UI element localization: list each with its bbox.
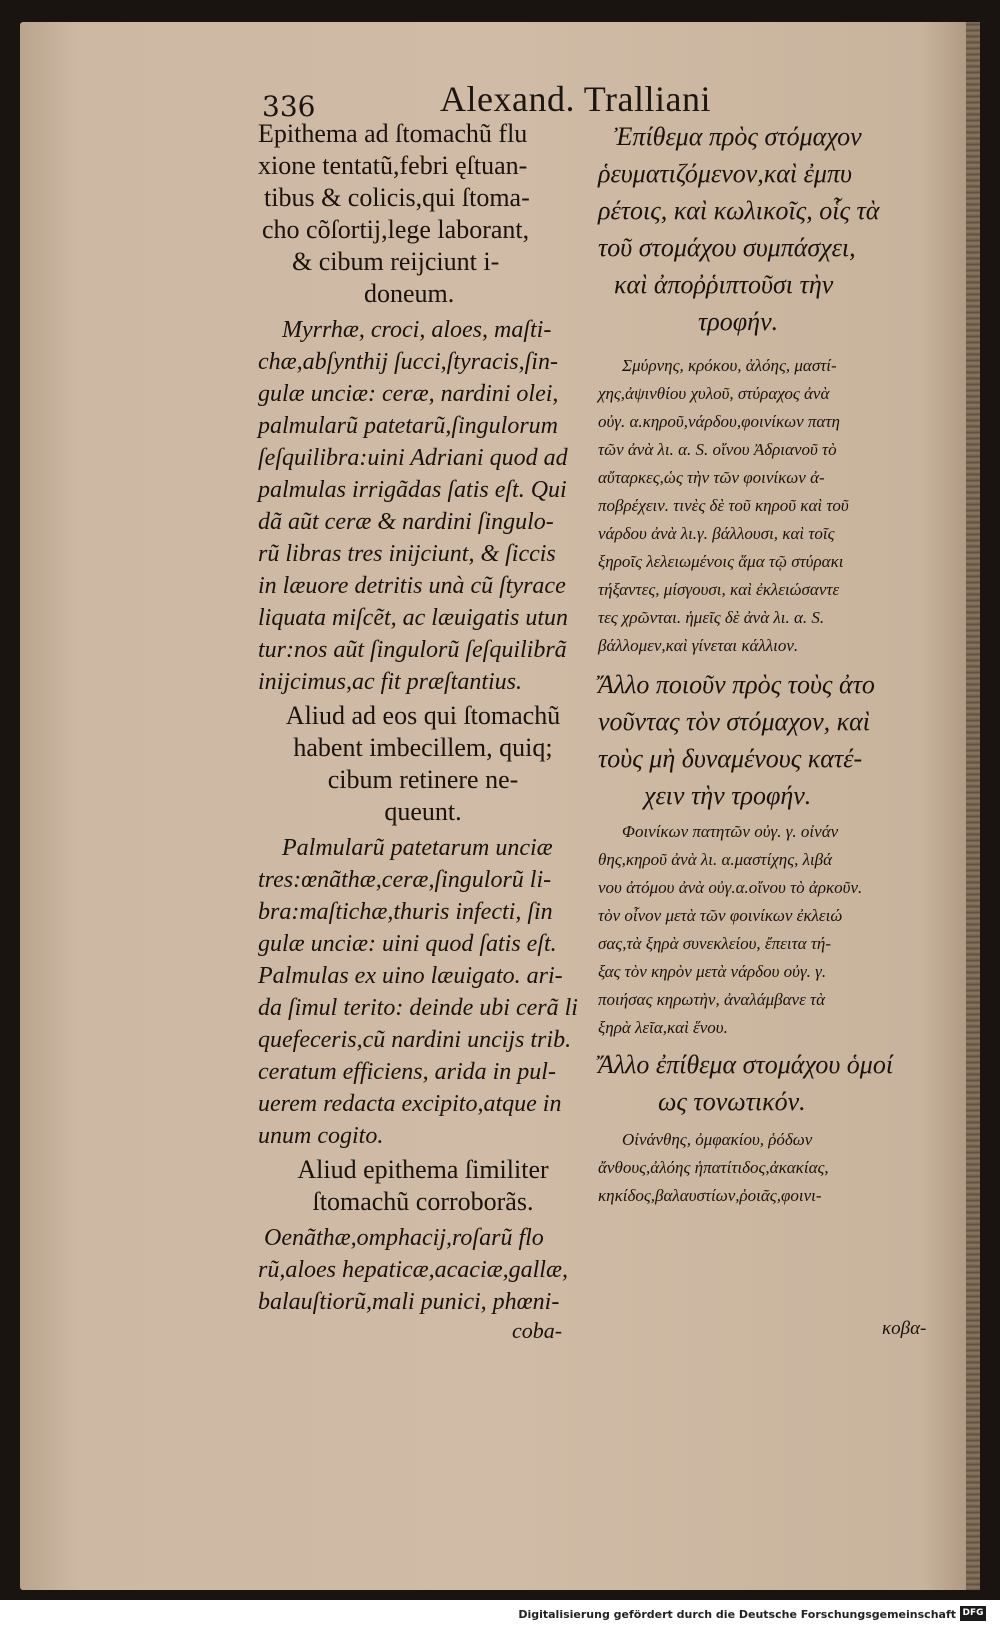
latin-recipe-1 (258, 314, 588, 698)
running-title: Alexand. Tralliani (440, 79, 711, 119)
text-line: αὔταρκες,ὡς τὴν τῶν φοινίκων ἀ- (598, 468, 825, 487)
text-line: ceratum efficiens, arida in pul- (258, 1059, 556, 1085)
text-line: uerem redacta excipito,atque in (258, 1091, 562, 1117)
text-line: ξηρὰ λεῖα,καὶ ἕνου. (598, 1018, 728, 1037)
text-line: Σμύρνης, κρόκου, ἀλόης, μαστί- (622, 356, 837, 375)
text-line: νου ἀτόμου ἀνὰ οὐγ.α.οἴνου τὸ ἀρκοῦν. (598, 878, 863, 897)
text-line: bra:maſtichæ,thuris infecti, ſin (258, 899, 553, 925)
text-line: & cibum reijciunt i- (292, 247, 500, 276)
text-line: Epithema ad ſtomachũ flu (258, 119, 528, 148)
text-line: chæ,abſynthij ſucci,ſtyracis,ſin- (258, 349, 558, 375)
text-line: βάλλομεν,καὶ γίνεται κάλλιον. (598, 636, 799, 655)
text-line: Aliud epithema ſimiliter (297, 1155, 549, 1184)
text-line: ξηροῖς λελειωμένοις ἅμα τῷ στύρακι (598, 552, 844, 571)
text-line: dã aũt ceræ & nardini ſingulo- (258, 509, 554, 535)
dfg-logo: DFG (960, 1606, 986, 1621)
text-line: liquata miſcẽt, ac læuigatis utun (258, 605, 568, 631)
text-line: tibus & colicis,qui ſtoma- (264, 183, 530, 212)
text-line: Φοινίκων πατητῶν οὐγ. γ. οἰνάν (622, 822, 839, 841)
latin-heading-1 (258, 118, 588, 310)
text-line: unum cogito. (258, 1123, 384, 1149)
latin-recipe-2 (258, 832, 588, 1152)
greek-heading-2 (598, 666, 938, 814)
text-line: ſtomachũ corroborãs. (312, 1187, 534, 1216)
text-line: balauſtiorũ,mali punici, phœni- (258, 1289, 560, 1315)
text-line: χης,ἀψινθίου χυλοῦ, στύραχος ἀνὰ (598, 384, 830, 403)
greek-column (598, 118, 938, 1210)
text-line: ſeſquilibra:uini Adriani quod ad (258, 445, 568, 471)
text-line: Palmularũ patetarum unciæ (282, 835, 553, 861)
text-line: tres:œnãthæ,ceræ,ſingulorũ li- (258, 867, 552, 893)
text-line: da ſimul terito: deinde ubi cerã li (258, 995, 578, 1021)
text-line: Ἄλλο ἐπίθεμα στομάχου ὁμοί (598, 1050, 894, 1079)
text-line: Ἐπίθεμα πρὸς στόμαχον (614, 122, 862, 151)
greek-heading-3 (598, 1046, 938, 1120)
text-line: ρέτοις, καὶ κωλικοῖς, οἷς τὰ (598, 196, 880, 225)
text-line: τροφήν. (698, 307, 779, 336)
funding-credit: Digitalisierung gefördert durch die Deutsche Forschungsgemeinschaft (518, 1608, 956, 1621)
text-line: χειν τὴν τροφήν. (644, 781, 812, 810)
text-line: Palmulas ex uino læuigato. ari- (258, 963, 563, 989)
page-header (262, 78, 742, 122)
text-line: palmulas irrigãdas ſatis eſt. Qui (258, 477, 567, 503)
text-line: queunt. (384, 797, 462, 826)
text-line: inijcimus,ac fit præſtantius. (258, 669, 523, 695)
text-line: τήξαντες, μίσγουσι, καὶ ἐκλειώσαντε (598, 580, 840, 599)
text-line: quefeceris,cũ nardini uncijs trib. (258, 1027, 572, 1053)
text-line: τοῦ στομάχου συμπάσχει, (598, 233, 856, 262)
text-line: habent imbecillem, quiq; (293, 733, 553, 762)
latin-catchword: coba- (512, 1318, 563, 1343)
page-number: 336 (262, 90, 316, 123)
text-line: ξας τὸν κηρὸν μετὰ νάρδου οὐγ. γ. (598, 962, 827, 981)
text-line: in læuore detritis unà cũ ſtyrace (258, 573, 566, 599)
text-line: καὶ ἀποῤῥιπτοῦσι τὴν (614, 270, 834, 299)
text-line: rũ libras tres inijciunt, & ſiccis (258, 541, 556, 567)
text-line: οὐγ. α.κηροῦ,νάρδου,φοινίκων πατη (598, 412, 840, 431)
greek-recipe-2 (598, 818, 938, 1042)
text-line: Myrrhæ, croci, aloes, maſti- (282, 317, 552, 343)
text-line: tur:nos aũt ſingulorũ ſeſquilibrã (258, 637, 567, 663)
text-line: doneum. (364, 279, 455, 308)
text-line: ῥευματιζόμενον,καὶ ἐμπυ (598, 159, 852, 188)
text-line: τὸν οἶνον μετὰ τῶν φοινίκων ἐκλειώ (598, 906, 843, 925)
greek-catchword: κοβα- (882, 1318, 927, 1339)
text-line: κηκίδος,βαλαυστίων,ῥοιᾶς,φοινι- (598, 1186, 822, 1205)
text-line: τῶν ἀνὰ λι. α. S. οἴνου Ἀδριανοῦ τὸ (598, 440, 837, 459)
latin-heading-3 (258, 1154, 588, 1218)
text-line: νοῦντας τὸν στόμαχον, καὶ (598, 707, 870, 736)
latin-recipe-3 (258, 1222, 588, 1318)
text-line: Oenãthæ,omphacij,roſarũ flo (264, 1225, 544, 1251)
text-line: Ἄλλο ποιοῦν πρὸς τοὺς ἀτο (598, 670, 875, 699)
greek-recipe-3 (598, 1126, 938, 1210)
footer-bar (0, 1600, 1000, 1628)
text-line: σας,τὰ ξηρὰ συνεκλείου, ἔπειτα τή- (598, 934, 832, 953)
text-line: gulæ unciæ: uini quod ſatis eſt. (258, 931, 557, 957)
text-line: ποβρέχειν. τινὲς δὲ τοῦ κηροῦ καὶ τοῦ (598, 496, 849, 515)
text-line: xione tentatũ,febri ęſtuan- (258, 151, 528, 180)
text-line: palmularũ patetarũ,ſingulorum (258, 413, 559, 439)
text-line: ἄνθους,ἀλόης ἡπατίτιδος,ἀκακίας, (598, 1158, 829, 1177)
text-line: cho cõſortij,lege laborant, (262, 215, 530, 244)
page-edge (966, 22, 980, 1590)
greek-recipe-1 (598, 352, 938, 660)
text-line: Οἰνάνθης, ὀμφακίου, ῥόδων (622, 1130, 813, 1149)
text-line: cibum retinere ne- (327, 765, 519, 794)
text-line: θης,κηροῦ ἀνὰ λι. α.μαστίχης, λιβά (598, 850, 833, 869)
text-line: τες χρῶνται. ἡμεῖς δὲ ἀνὰ λι. α. S. (598, 608, 825, 627)
text-line: ως τονωτικόν. (658, 1087, 806, 1116)
greek-heading-1 (598, 118, 938, 340)
text-line: gulæ unciæ: ceræ, nardini olei, (258, 381, 559, 407)
latin-heading-2 (258, 700, 588, 828)
text-line: ποιήσας κηρωτὴν, ἀναλάμβανε τὰ (598, 990, 826, 1009)
text-line: τοὺς μὴ δυναμένους κατέ- (598, 744, 863, 773)
text-line: rũ,aloes hepaticæ,acaciæ,gallæ, (258, 1257, 568, 1283)
latin-column (258, 118, 588, 1318)
text-line: Aliud ad eos qui ſtomachũ (285, 701, 561, 730)
text-line: νάρδου ἀνὰ λι.γ. βάλλουσι, καὶ τοῖς (598, 524, 835, 543)
